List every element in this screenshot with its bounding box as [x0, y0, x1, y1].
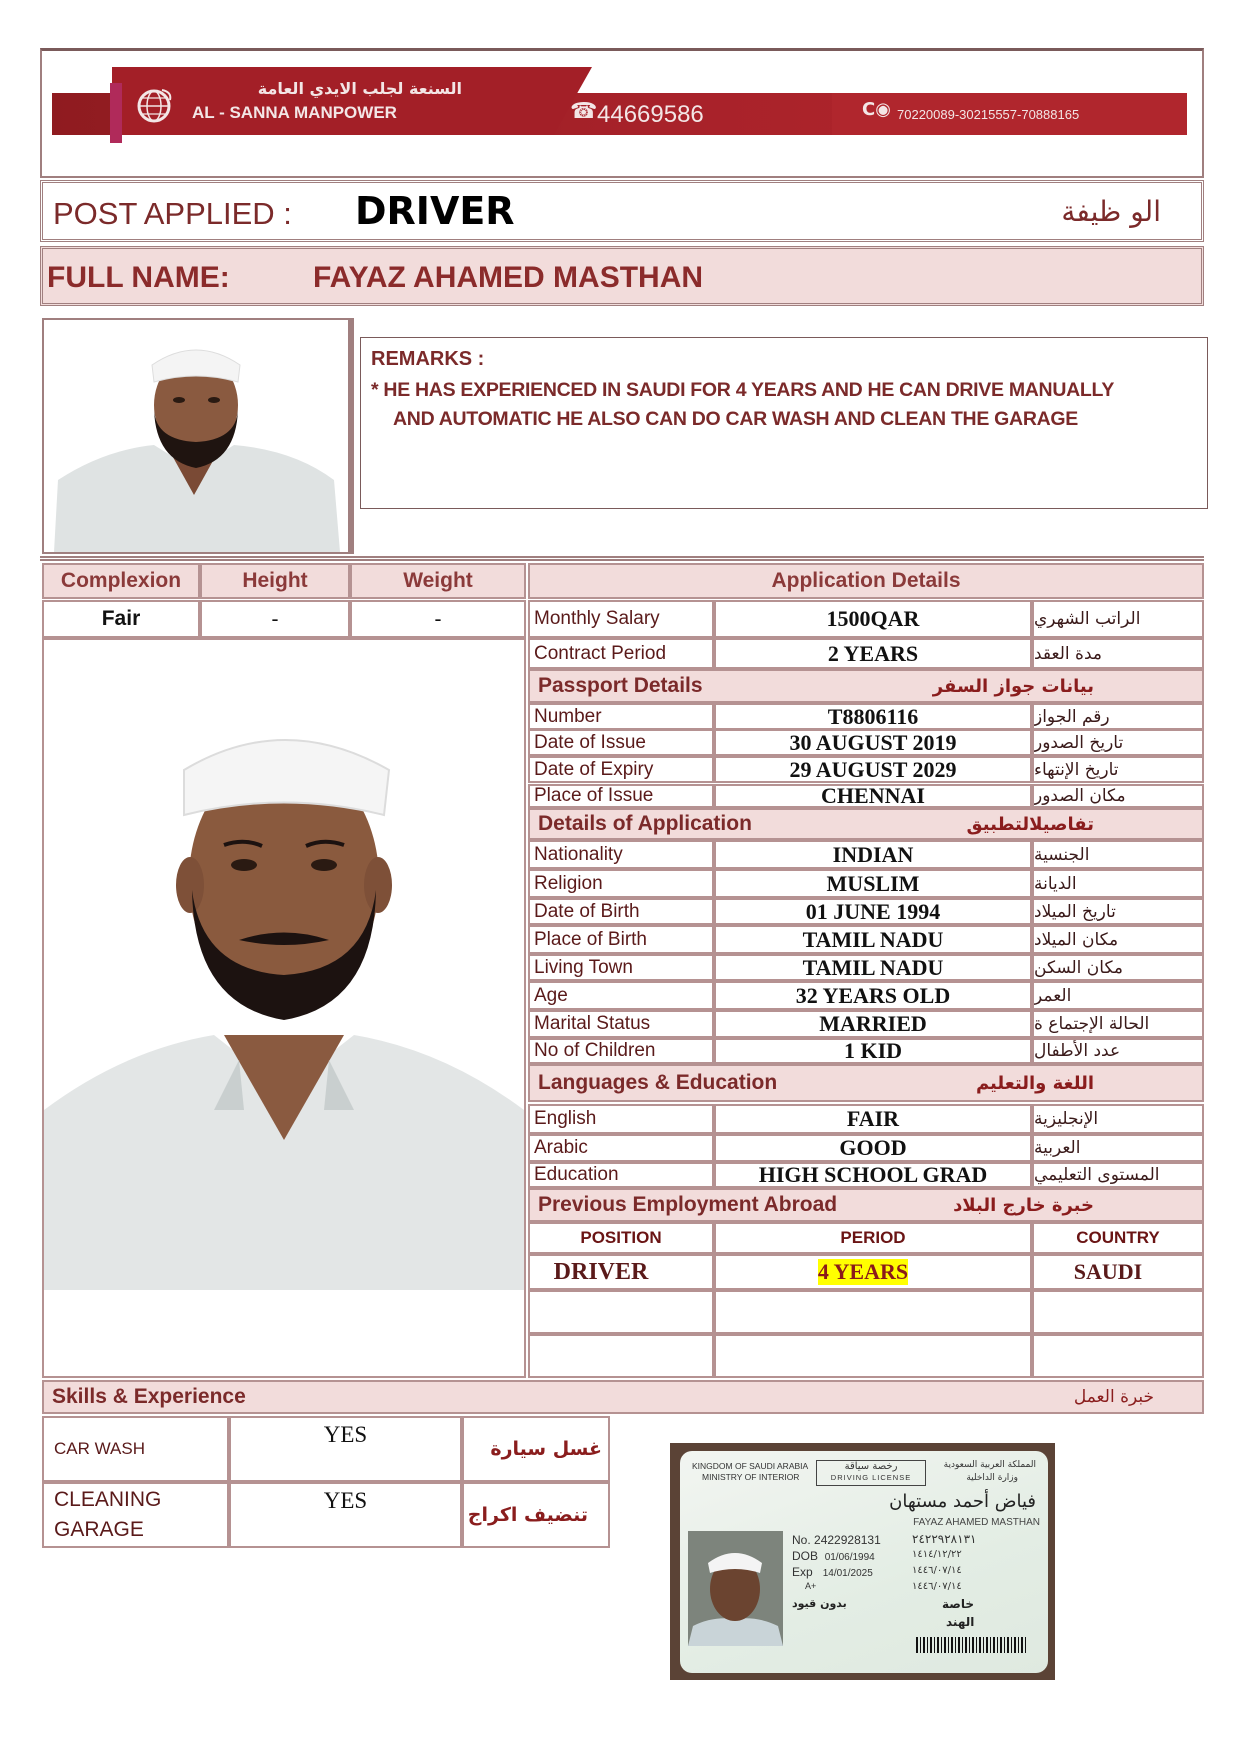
remarks-title: REMARKS :	[371, 348, 485, 370]
details-row-val: INDIAN	[714, 840, 1032, 869]
license-ministry-ar: وزارة الداخلية	[966, 1473, 1018, 1483]
passport-row-ar: مكان الصدور	[1032, 784, 1204, 808]
license-type-en: DRIVING LICENSE	[830, 1473, 912, 1482]
passport-row-lbl: Date of Issue	[528, 729, 714, 756]
employment-empty-cell	[528, 1334, 714, 1378]
post-applied-row	[40, 180, 1204, 242]
skill-row-2-label: CLEANING GARAGE	[42, 1482, 229, 1548]
details-row-lbl: Place of Birth	[528, 925, 714, 954]
details-row-val: 01 JUNE 1994	[714, 898, 1032, 925]
company-name-arabic: السنعة لجلب الايدي العامة	[257, 79, 462, 98]
skill-row-2-value: YES	[229, 1482, 462, 1548]
application-details-header: Application Details	[528, 563, 1204, 599]
applicant-photo-large	[44, 640, 524, 1290]
details-row-ar: مكان السكن	[1032, 954, 1204, 981]
details-row-val: MUSLIM	[714, 869, 1032, 898]
details-row-val: MARRIED	[714, 1010, 1032, 1038]
passport-row-ar: تاريخ الصدور	[1032, 729, 1204, 756]
section-separator	[40, 556, 1204, 561]
license-country-en: KINGDOM OF SAUDI ARABIA	[692, 1461, 809, 1471]
telephone-icon: ☎	[570, 99, 598, 124]
employment-empty-cell	[1032, 1334, 1204, 1378]
languages-section-header-title-arabic: اللغة والتعليم	[975, 1072, 1094, 1094]
languages-row-lbl: Arabic	[528, 1134, 714, 1162]
passport-section-header-title-arabic: بيانات جواز السفر	[932, 675, 1094, 697]
details-row-ar: تاريخ الميلاد	[1032, 898, 1204, 925]
license-nationality-ar: الهند	[946, 1615, 975, 1629]
employment-section-header-title: Previous Employment Abroad	[538, 1193, 838, 1216]
employment-empty-cell	[1032, 1290, 1204, 1334]
remarks-line-1: * HE HAS EXPERIENCED IN SAUDI FOR 4 YEARS AND HE CAN DRIVE MANUALLY	[371, 379, 1115, 401]
company-name-english: AL - SANNA MANPOWER	[192, 103, 397, 122]
employment-value-period: 4 YEARS	[714, 1254, 1032, 1290]
skills-title: Skills & Experience	[52, 1385, 246, 1408]
details-row-ar: مكان الميلاد	[1032, 925, 1204, 954]
employment-section-header	[528, 1188, 1204, 1222]
languages-row-val: HIGH SCHOOL GRAD	[714, 1162, 1032, 1188]
skills-section-header	[42, 1380, 1204, 1414]
skill-row-1-arabic: غسل سيارة	[462, 1416, 610, 1482]
details-row-val: TAMIL NADU	[714, 925, 1032, 954]
value-height: -	[200, 600, 350, 638]
details-row-lbl: Age	[528, 981, 714, 1010]
details-row-val: TAMIL NADU	[714, 954, 1032, 981]
employment-section-header-title-arabic: خبرة خارج البلاد	[953, 1194, 1094, 1216]
employment-header-period: PERIOD	[714, 1222, 1032, 1254]
driving-license-card	[670, 1443, 1055, 1680]
photo-divider	[350, 318, 354, 554]
license-barcode	[916, 1637, 1026, 1653]
passport-row-ar: تاريخ الإنتهاء	[1032, 756, 1204, 783]
details-row-lbl: Date of Birth	[528, 898, 714, 925]
license-dob-ar: ١٤١٤/١٢/٢٢	[912, 1549, 962, 1560]
monthly-salary-val: 1500QAR	[714, 600, 1032, 638]
details-row-lbl: Living Town	[528, 954, 714, 981]
globe-logo-icon	[134, 86, 174, 126]
passport-section-header	[528, 669, 1204, 703]
post-applied-label: POST APPLIED :	[53, 196, 292, 231]
license-type-ar: رخصة سياقة	[844, 1461, 898, 1472]
contract-period-lbl: Contract Period	[528, 638, 714, 669]
contract-period-val: 2 YEARS	[714, 638, 1032, 669]
license-restrictions-ar: بدون قيود	[792, 1597, 847, 1610]
small-photo-frame	[42, 318, 350, 554]
header-box	[40, 48, 1204, 178]
details-row-ar: الجنسية	[1032, 840, 1204, 869]
details-row-lbl: Nationality	[528, 840, 714, 869]
passport-row-lbl: Number	[528, 703, 714, 730]
license-name-en: FAYAZ AHAMED MASTHAN	[913, 1517, 1040, 1528]
header-banner-top	[112, 67, 592, 135]
header-banner-accent	[110, 83, 122, 143]
license-blood: A+	[805, 1581, 817, 1591]
languages-row-lbl: Education	[528, 1162, 714, 1188]
languages-row-ar: الإنجليزية	[1032, 1104, 1204, 1134]
license-number: No. 2422928131	[792, 1533, 881, 1547]
skill-row-1-label: CAR WASH	[42, 1416, 229, 1482]
contract-period-ar: مدة العقد	[1032, 638, 1204, 669]
employment-empty-cell	[714, 1290, 1032, 1334]
large-photo-frame	[42, 638, 526, 1378]
license-type-value-ar: خاصة	[942, 1597, 975, 1611]
header-mobiles: 70220089-30215557-70888165	[897, 107, 1080, 122]
header-weight: Weight	[350, 563, 526, 599]
license-country-ar: المملكة العربية السعودية	[943, 1460, 1036, 1470]
license-exp: Exp 14/01/2025	[792, 1565, 873, 1579]
languages-section-header	[528, 1064, 1204, 1102]
details-section-header-title: Details of Application	[538, 812, 752, 835]
value-weight: -	[350, 600, 526, 638]
license-number-ar: ٢٤٢٢٩٢٨١٣١	[912, 1532, 977, 1546]
mobile-phone-icon: C◉	[862, 99, 891, 120]
skills-title-arabic: خبرة العمل	[1073, 1387, 1154, 1407]
employment-value-position: DRIVER	[528, 1254, 714, 1290]
details-row-ar: العمر	[1032, 981, 1204, 1010]
employment-empty-cell	[528, 1290, 714, 1334]
full-name-row	[40, 246, 1204, 306]
remarks-line-2: AND AUTOMATIC HE ALSO CAN DO CAR WASH AND CLEAN THE GARAGE	[393, 408, 1078, 430]
header-phone: 44669586	[597, 101, 704, 128]
details-row-ar: الديانة	[1032, 869, 1204, 898]
employment-empty-cell	[714, 1334, 1032, 1378]
languages-row-val: GOOD	[714, 1134, 1032, 1162]
remarks-box	[360, 337, 1208, 509]
license-dob: DOB 01/06/1994	[792, 1549, 875, 1563]
details-row-ar: عدد الأطفال	[1032, 1038, 1204, 1064]
license-exp-ar: ١٤٤٦/٠٧/١٤	[912, 1565, 962, 1576]
passport-row-lbl: Place of Issue	[528, 784, 714, 808]
full-name-label: FULL NAME:	[47, 261, 230, 294]
details-row-lbl: Marital Status	[528, 1010, 714, 1038]
languages-section-header-title: Languages & Education	[538, 1071, 778, 1094]
post-applied-value: DRIVER	[355, 189, 515, 233]
applicant-photo-small	[44, 320, 348, 552]
details-row-lbl: Religion	[528, 869, 714, 898]
header-complexion: Complexion	[42, 563, 200, 599]
languages-row-lbl: English	[528, 1104, 714, 1134]
license-photo	[688, 1531, 783, 1646]
employment-header-country: COUNTRY	[1032, 1222, 1204, 1254]
passport-section-header-title: Passport Details	[538, 674, 703, 697]
details-row-val: 32 YEARS OLD	[714, 981, 1032, 1010]
details-row-val: 1 KID	[714, 1038, 1032, 1064]
employment-value-country: SAUDI	[1032, 1254, 1204, 1290]
employment-header-position: POSITION	[528, 1222, 714, 1254]
passport-row-val: 29 AUGUST 2029	[714, 756, 1032, 783]
license-card-body	[680, 1451, 1048, 1673]
languages-row-ar: المستوى التعليمي	[1032, 1162, 1204, 1188]
monthly-salary-ar: الراتب الشهري	[1032, 600, 1204, 638]
value-complexion: Fair	[42, 600, 200, 638]
details-row-ar: الحالة الإجتماع ة	[1032, 1010, 1204, 1038]
passport-row-val: 30 AUGUST 2019	[714, 729, 1032, 756]
header-height: Height	[200, 563, 350, 599]
passport-row-val: T8806116	[714, 703, 1032, 730]
post-applied-arabic: الو ظيفة	[1061, 195, 1161, 228]
full-name-value: FAYAZ AHAMED MASTHAN	[313, 261, 704, 294]
monthly-salary-lbl: Monthly Salary	[528, 600, 714, 638]
passport-row-ar: رقم الجواز	[1032, 703, 1204, 730]
skill-row-1-value: YES	[229, 1416, 462, 1482]
skill-row-2-arabic: تنضيف اكراج	[462, 1482, 610, 1548]
languages-row-val: FAIR	[714, 1104, 1032, 1134]
languages-row-ar: العربية	[1032, 1134, 1204, 1162]
license-type-box	[816, 1460, 926, 1486]
details-section-header-title-arabic: تفاصيلالتطبيق	[966, 813, 1094, 835]
details-row-lbl: No of Children	[528, 1038, 714, 1064]
passport-row-lbl: Date of Expiry	[528, 756, 714, 783]
license-issue-ar: ١٤٤٦/٠٧/١٤	[912, 1581, 962, 1592]
passport-row-val: CHENNAI	[714, 784, 1032, 808]
license-name-ar: فياض أحمد مستهان	[889, 1491, 1036, 1512]
license-ministry-en: MINISTRY OF INTERIOR	[702, 1472, 800, 1482]
details-section-header	[528, 808, 1204, 840]
